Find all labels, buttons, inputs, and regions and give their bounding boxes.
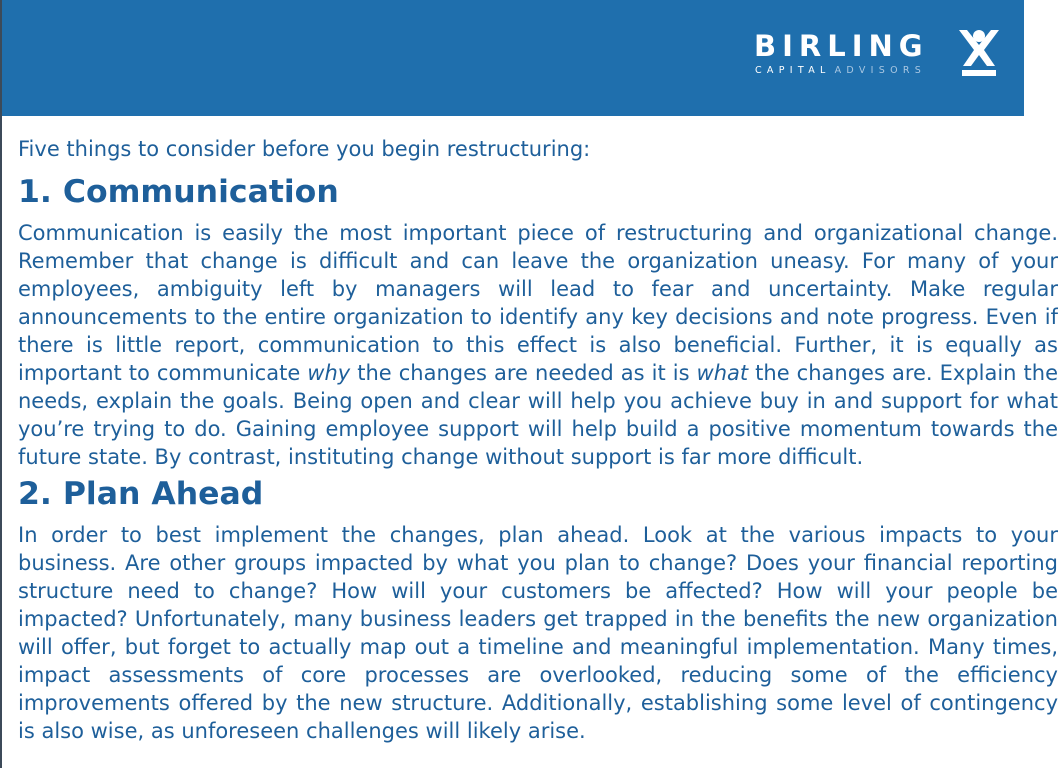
communication-paragraph	[18, 219, 1058, 471]
brand-subtitle	[755, 65, 926, 77]
intro-text: Five things to consider before you begin restructuring:	[18, 137, 591, 161]
plan-ahead-paragraph: In order to best implement the changes, plan ahead. Look at the various impacts to your business. Are other groups impacted by what you plan to change? Does your financial reporting structure need to change? How will your customers be affected? How will your people be impacted? Unfortunately, many business leaders get trapped in the benefits the new organization will offer, but forget to actually map out a timeline and meaningful implementation. Many times, impact assessments of core processes are overlooked, reducing some of the efficiency improvements offered by the new structure. Additionally, establishing some level of contingency is also wise, as unforeseen challenges will likely arise.	[18, 523, 1058, 743]
communication-text-part-3: the changes are. Explain the needs, explain the goals. Being open and clear will help you achieve buy in and support for what you’re trying to do. Gaining employee support will help build a positive momentum towards the future state. By contrast, instituting change without support is far more difficult.	[18, 361, 1058, 469]
article-content	[18, 134, 1058, 753]
brand-name: BIRLING	[754, 29, 929, 63]
section-heading-plan-ahead: 2. Plan Ahead	[18, 476, 264, 512]
header-banner	[2, 0, 1024, 116]
emphasis-why: why	[307, 361, 351, 385]
brand-sub-advisors: ADVISORS	[834, 65, 927, 76]
section-heading-communication: 1. Communication	[18, 174, 339, 210]
communication-text-part-2: the changes are needed as it is	[350, 361, 697, 385]
communication-text-part-1: Communication is easily the most important piece of restructuring and organizational change. Remember that change is difficult and can leave the organization uneasy. For many of your employees, ambiguity left by managers will lead to fear and uncertainty. Make regular announcements to the entire organization to identify any key decisions and note progress. Even if there is little report, communication to this effect is also beneficial. Further, it is equally as important to communicate	[18, 221, 1058, 385]
emphasis-what: what	[696, 361, 749, 385]
brand-sub-capital: CAPITAL	[755, 65, 831, 76]
birling-figure-logo-icon	[958, 28, 1000, 78]
